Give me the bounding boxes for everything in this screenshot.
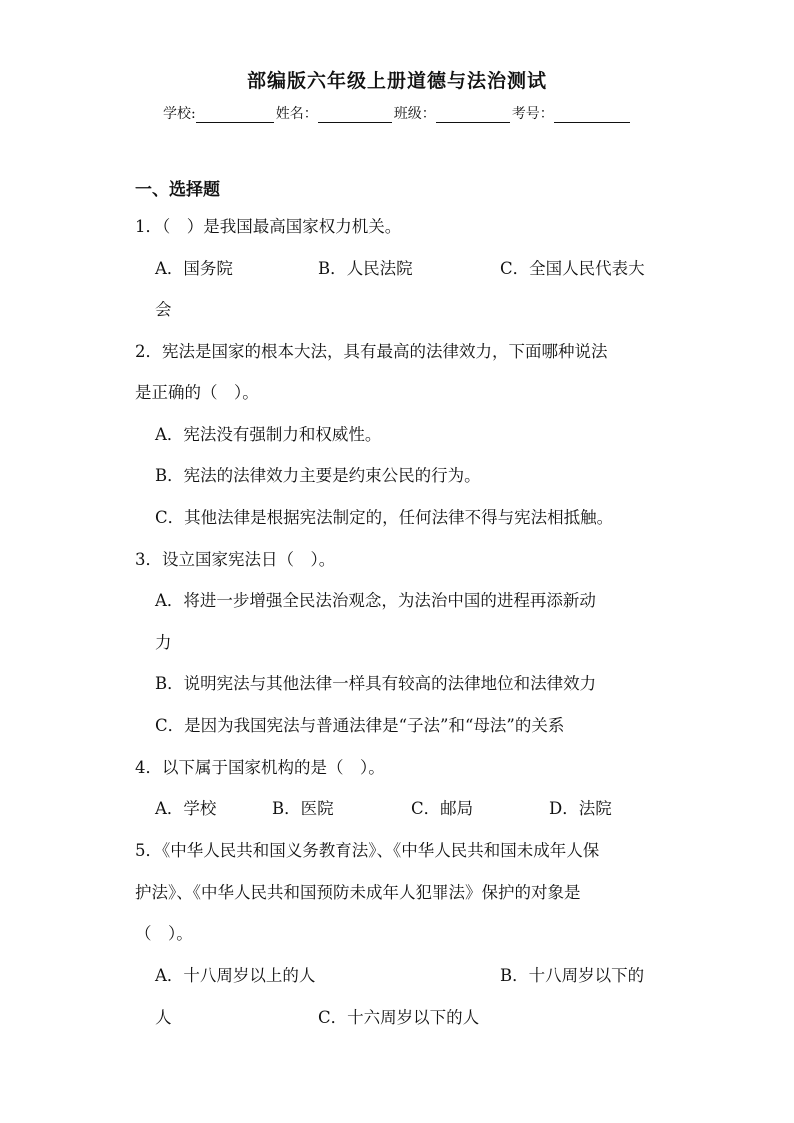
question-4-stem: 4．以下属于国家机构的是（ ）。 (135, 758, 385, 777)
question-2-option-c: C．其他法律是根据宪法制定的，任何法律不得与宪法相抵触。 (155, 508, 614, 527)
question-1-option-c-wrap: 会 (155, 300, 172, 319)
name-blank[interactable] (318, 108, 392, 123)
question-5-option-b: B．十八周岁以下的 (500, 966, 645, 985)
question-2-stem-line-2: 是正确的（ ）。 (135, 383, 259, 402)
school-label: 学校: (163, 106, 196, 122)
question-4-option-c: C．邮局 (411, 799, 474, 818)
name-label: 姓名： (275, 106, 318, 122)
question-2-option-a: A．宪法没有强制力和权威性。 (155, 425, 382, 444)
number-label: 考号： (511, 106, 554, 122)
section-heading: 一、选择题 (135, 180, 220, 200)
question-5-option-c: C．十六周岁以下的人 (318, 1008, 480, 1027)
question-5-stem-line-1: 5．《中华人民共和国义务教育法》、《中华人民共和国未成年人保 (135, 841, 600, 860)
question-3-option-c: C．是因为我国宪法与普通法律是“子法”和“母法”的关系 (155, 716, 565, 735)
school-blank[interactable] (196, 108, 274, 123)
question-3-stem: 3．设立国家宪法日（ ）。 (135, 550, 336, 569)
question-5-stem-line-2: 护法》、《中华人民共和国预防未成年人犯罪法》保护的对象是 (135, 883, 581, 902)
question-1-option-c: C．全国人民代表大 (500, 259, 645, 278)
class-label: 班级： (393, 106, 436, 122)
question-4-option-a: A．学校 (155, 799, 217, 818)
question-2-option-b: B．宪法的法律效力主要是约束公民的行为。 (155, 466, 481, 485)
question-2-stem-line-1: 2．宪法是国家的根本大法，具有最高的法律效力，下面哪种说法 (135, 342, 608, 361)
question-3-option-b: B．说明宪法与其他法律一样具有较高的法律地位和法律效力 (155, 674, 597, 693)
number-blank[interactable] (554, 108, 630, 123)
question-3-option-a: A．将进一步增强全民法治观念，为法治中国的进程再添新动 (155, 591, 596, 610)
question-3-option-a-wrap: 力 (155, 633, 172, 652)
question-5-option-a: A．十八周岁以上的人 (155, 966, 316, 985)
question-5-stem-line-3: （ ）。 (135, 924, 193, 943)
class-blank[interactable] (436, 108, 510, 123)
student-info-line (163, 103, 632, 123)
question-1-option-a: A．国务院 (155, 259, 233, 278)
question-1-stem: 1．（ ）是我国最高国家权力机关。 (135, 217, 402, 236)
question-1-option-b: B．人民法院 (318, 259, 413, 278)
question-4-option-d: D．法院 (549, 799, 612, 818)
question-5-option-b-wrap: 人 (155, 1008, 172, 1027)
question-4-option-b: B．医院 (272, 799, 334, 818)
page-title: 部编版六年级上册道德与法治测试 (246, 70, 547, 92)
